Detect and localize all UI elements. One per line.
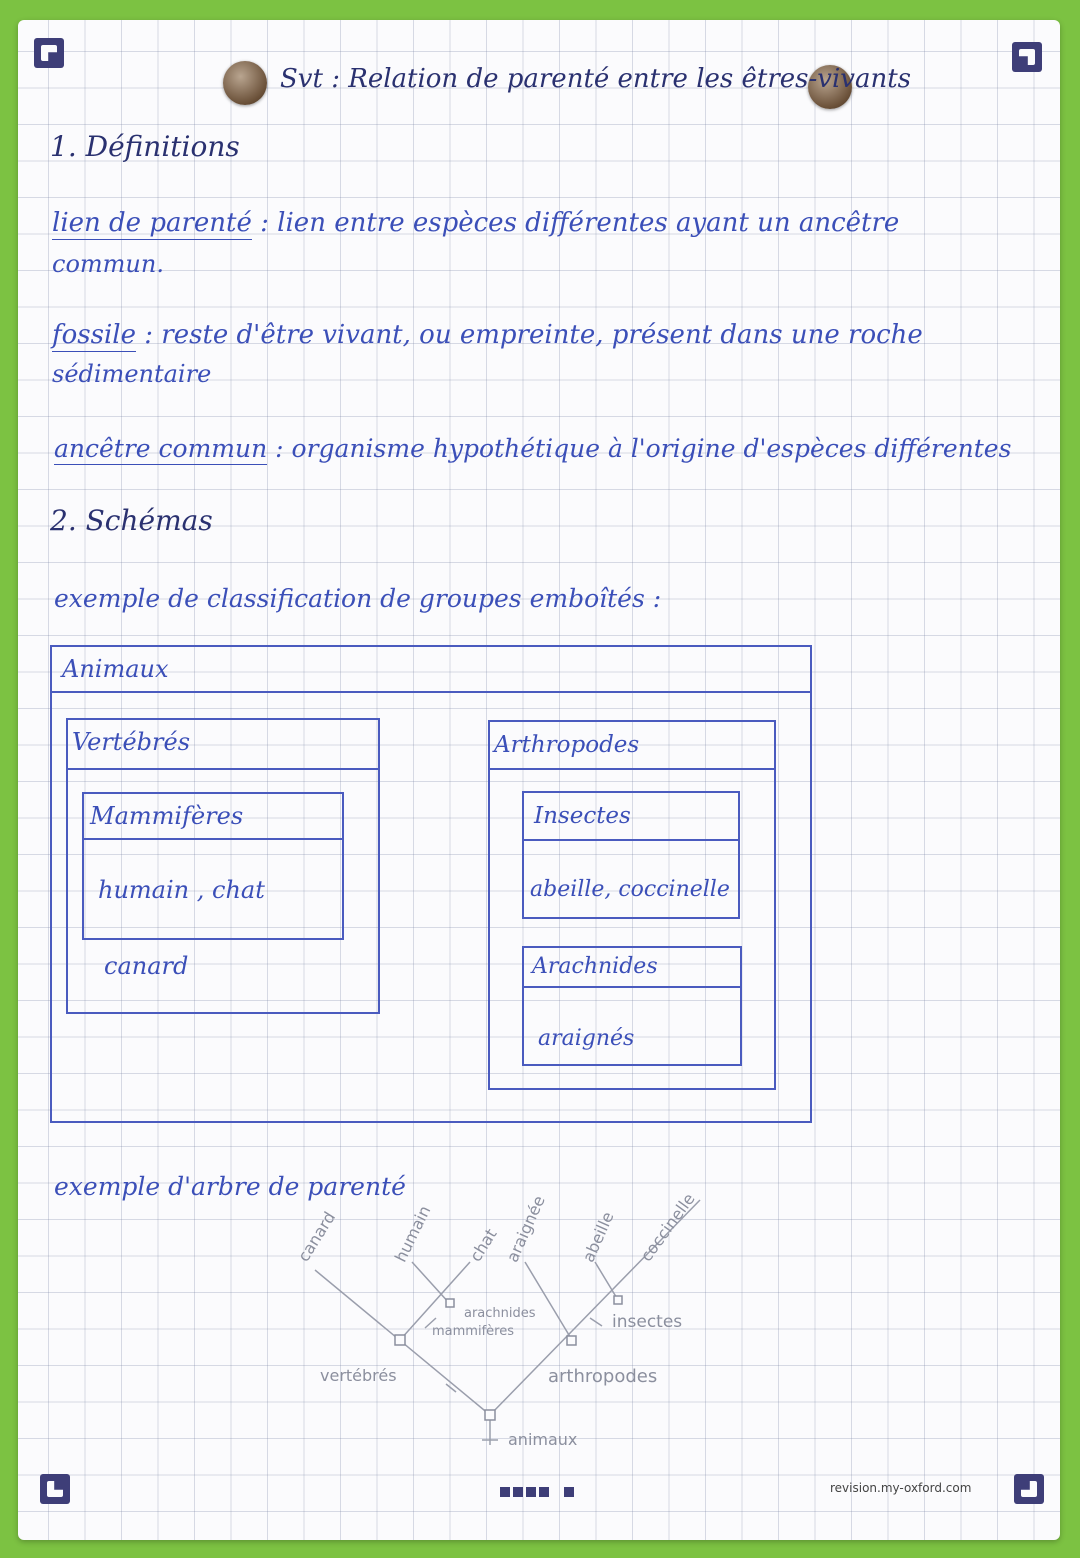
section-heading-schemas: 2. Schémas [50,504,213,537]
tree-node-arthropodes: arthropodes [548,1366,658,1387]
node-vertebres [395,1335,405,1345]
node-animaux [485,1410,495,1420]
groups-intro: exemple de classification de groupes emboîtés : [54,584,662,613]
tree-node-mammiferes: mammifères [432,1324,514,1339]
tree-node-vertebres: vertébrés [320,1366,397,1385]
term: ancêtre commun [54,434,268,463]
definition-fossile-line2: sédimentaire [52,360,212,388]
group-arachnides-label: Arachnides [532,954,658,979]
group-mammiferes-label: Mammifères [90,802,244,830]
definition-ancetre: ancêtre commun : organisme hypothétique à l'origine d'espèces différentes [54,434,1012,463]
tree-leaf-abeille: abeille [578,1208,618,1265]
node-mammiferes [446,1299,454,1307]
group-vertebres-member: canard [104,952,189,980]
footer-dots-icon [500,1482,577,1501]
node-insectes [614,1296,622,1304]
group-arthropodes-label: Arthropodes [494,732,640,758]
tree-node-arachnides: arachnides [464,1306,536,1321]
page-title: Svt : Relation de parenté entre les êtres-vivants [280,64,912,94]
group-vertebres-label: Vertébrés [72,728,191,756]
definition-lien-line2: commun. [52,250,164,278]
tree-leaf-chat: chat [465,1225,501,1265]
tree-leaf-humain: humain [390,1202,435,1265]
tree-node-animaux: animaux [508,1430,578,1449]
definition-fossile: fossile : reste d'être vivant, ou empreinte, présent dans une roche [52,320,923,350]
tree-mark [590,1318,602,1326]
group-insectes-members: abeille, coccinelle [530,877,730,902]
group-arachnides-members: araignés [538,1026,635,1051]
tree-leaf-araignee: araignée [502,1192,549,1265]
tree-intro: exemple d'arbre de parenté [54,1172,406,1201]
section-heading-definitions: 1. Définitions [50,130,240,163]
group-mammiferes-members: humain , chat [98,876,265,904]
tree-branch-abeille [595,1262,618,1300]
tree-node-insectes: insectes [612,1312,683,1332]
tree-leaf-canard: canard [293,1208,340,1265]
definition-lien: lien de parenté : lien entre espèces différentes ayant un ancêtre [52,208,900,238]
tree-branch-humain [412,1262,450,1304]
group-animaux-label: Animaux [62,655,169,683]
tree-leaf-coccinelle: coccinelle [636,1189,699,1265]
tree-branch-araignee [525,1262,572,1340]
term: lien de parenté [52,208,252,238]
node-arthropodes [567,1336,576,1345]
term: fossile [52,320,136,350]
group-insectes-label: Insectes [534,803,631,829]
footer-site: revision.my-oxford.com [830,1481,972,1495]
